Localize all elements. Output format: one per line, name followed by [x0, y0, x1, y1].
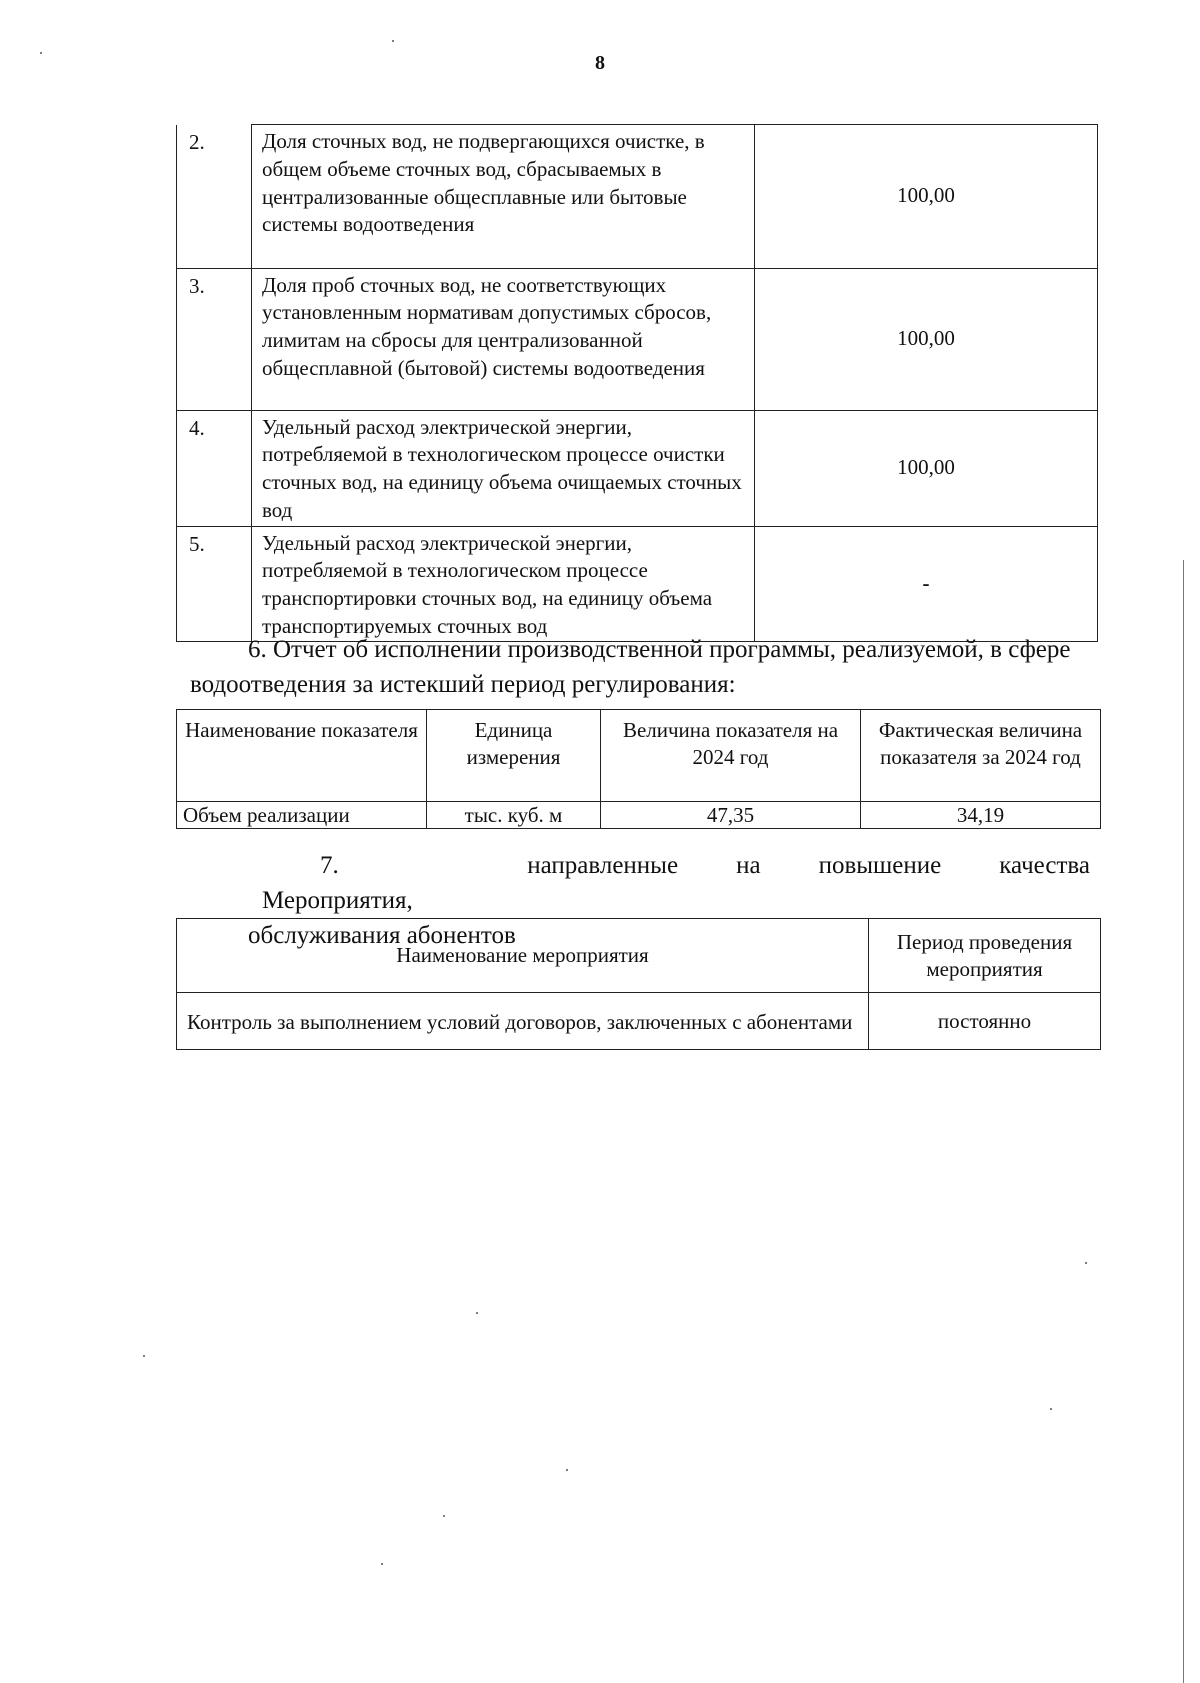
scan-speck [1085, 1262, 1087, 1264]
scan-speck [566, 1469, 568, 1471]
scan-edge-line [1183, 560, 1184, 1683]
table-row [177, 802, 1101, 829]
indicator-value: 100,00 [755, 410, 1098, 526]
column-header: Наименование показателя [177, 710, 427, 802]
indicator-name: Удельный расход электрической энергии, потребляемой в технологическом процессе очистки сточных вод, на единицу объема очищаемых сточных вод [252, 410, 755, 526]
program-report-table [176, 709, 1101, 829]
table-row [177, 993, 1101, 1050]
scan-speck [392, 40, 394, 42]
row-number: 4. [177, 410, 252, 526]
column-header: Период проведения мероприятия [869, 919, 1101, 993]
table-header-row [177, 710, 1101, 802]
column-header: Единица измерения [427, 710, 601, 802]
indicator-value: 100,00 [755, 125, 1098, 269]
column-header: Наименование мероприятия [177, 919, 869, 993]
table-cell: Объем реализации [177, 802, 427, 829]
measure-name: Контроль за выполнением условий договоров, заключенных с абонентами [177, 993, 869, 1050]
heading-word: направленные [527, 852, 679, 879]
scan-speck [143, 1355, 145, 1357]
table-cell: тыс. куб. м [427, 802, 601, 829]
heading-line-1 [190, 848, 1090, 918]
scan-speck [40, 52, 42, 54]
measures-table [176, 918, 1101, 1050]
indicator-value: 100,00 [755, 268, 1098, 410]
table-cell: 34,19 [861, 802, 1101, 829]
measure-period: постоянно [869, 993, 1101, 1050]
indicator-value: - [755, 526, 1098, 641]
page-number: 8 [595, 52, 605, 74]
scan-speck [1050, 1408, 1052, 1410]
indicator-name: Удельный расход электрической энергии, потребляемой в технологическом процессе транспортировки сточных вод, на единицу объема транспортируемых сточных вод [252, 526, 755, 641]
row-number: 2. [177, 125, 252, 269]
table-cell: 47,35 [601, 802, 861, 829]
heading-line-2: обслуживания абонентов [248, 922, 516, 949]
indicator-name: Доля проб сточных вод, не соответствующих установленным нормативам допустимых сбросов, лимитам на сбросы для централизованной общесплавной (бытовой) системы водоотведения [252, 268, 755, 410]
indicators-table [176, 124, 1098, 642]
heading-word: повышение [818, 852, 942, 879]
section-6-heading: 6. Отчет об исполнении производственной программы, реализуемой, в сфере водоотведения за истекший период регулирования: [190, 636, 1071, 698]
heading-word: на [736, 852, 761, 879]
table-row [177, 526, 1098, 641]
heading-word: качества [999, 852, 1090, 879]
heading-word: 7. Мероприятия, [262, 852, 413, 914]
table-header-row [177, 919, 1101, 993]
indicator-name: Доля сточных вод, не подвергающихся очистке, в общем объеме сточных вод, сбрасываемых в централизованные общесплавные или бытовые системы водоотведения [252, 125, 755, 269]
table-row [177, 410, 1098, 526]
column-header: Величина показателя на 2024 год [601, 710, 861, 802]
scan-speck [443, 1515, 445, 1517]
row-number: 3. [177, 268, 252, 410]
column-header: Фактическая величина показателя за 2024 год [861, 710, 1101, 802]
table-row [177, 125, 1098, 269]
scan-speck [381, 1563, 383, 1565]
scan-speck [476, 1312, 478, 1314]
table-row [177, 268, 1098, 410]
row-number: 5. [177, 526, 252, 641]
